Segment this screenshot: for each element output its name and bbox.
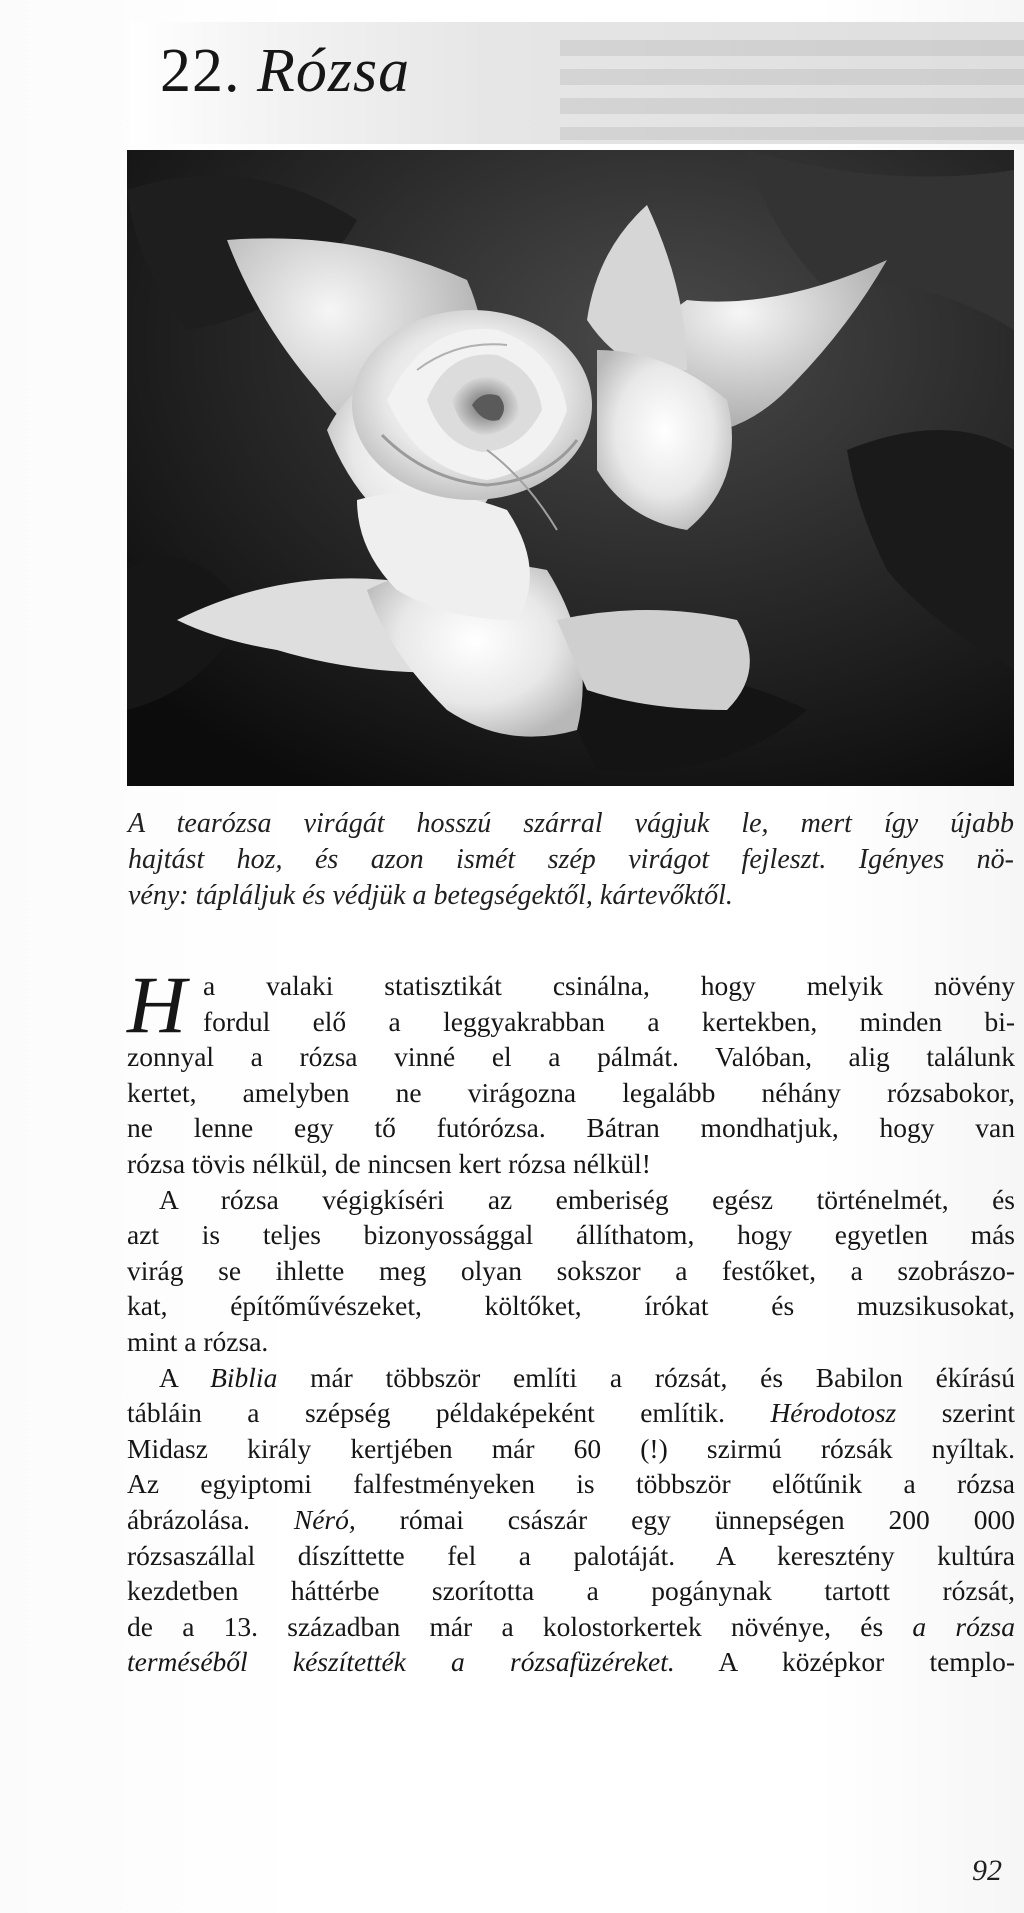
text-run: de a 13. században már a kolostorkertek növénye, és — [127, 1610, 913, 1642]
emphasis-nero: Néró, — [293, 1503, 356, 1535]
text-line — [127, 1502, 1015, 1538]
drop-cap: H — [127, 959, 187, 1050]
caption-line: hajtást hoz, és azon ismét szép virágot fejleszt. Igényes nö- — [128, 844, 1014, 875]
text-line: fordul elő a leggyakrabban a kertekben, minden bi- — [203, 1005, 1015, 1037]
text-line — [127, 1609, 1015, 1645]
rose-illustration — [127, 150, 1014, 786]
text-run: már többször említi a rózsát, és Babilon ékírású — [277, 1361, 1016, 1393]
body-text — [127, 959, 1016, 1680]
text-line — [127, 1395, 1015, 1431]
text-line — [127, 1644, 1015, 1680]
text-line: Midasz király kertjében már 60 (!) szirmú rózsák nyíltak. — [127, 1432, 1015, 1464]
emphasis-rozsa: a rózsa — [912, 1610, 1015, 1642]
photo-caption — [128, 806, 1014, 914]
text-line: kezdetben háttérbe szorította a pogánynak tartott rózsát, — [127, 1575, 1015, 1607]
chapter-title — [160, 37, 411, 105]
text-line: A rózsa végigkíséri az emberiség egész történelmét, és — [159, 1183, 1015, 1215]
page-number: 92 — [972, 1854, 1002, 1887]
text-line: Az egyiptomi falfestményeken is többször előtűnik a rózsa — [127, 1468, 1015, 1500]
text-line: kat, építőművészeket, költőket, írókat és muzsikusokat, — [127, 1290, 1015, 1322]
emphasis-rozsafuzerek: terméséből készítették a rózsafüzéreket. — [127, 1646, 675, 1678]
chapter-name: Rózsa — [257, 37, 411, 105]
text-line: mint a rózsa. — [127, 1325, 269, 1357]
text-run: A középkor templo- — [674, 1646, 1015, 1678]
text-line — [127, 1360, 1015, 1396]
text-line: rózsa tövis nélkül, de nincsen kert rózsa nélkül! — [127, 1147, 651, 1179]
text-line: virág se ihlette meg olyan sokszor a festőket, a szobrászo- — [127, 1254, 1015, 1286]
chapter-number: 22. — [160, 37, 241, 105]
bleed-through-text — [560, 40, 1024, 140]
paragraph — [127, 1360, 1015, 1680]
paragraph — [127, 1182, 1015, 1360]
text-line: ne lenne egy tő futórózsa. Bátran mondhatjuk, hogy van — [127, 1112, 1015, 1144]
text-line: a valaki statisztikát csinálna, hogy melyik növény — [203, 970, 1015, 1001]
text-line: rózsaszállal díszíttette fel a palotáját. A keresztény kultúra — [127, 1539, 1015, 1571]
text-run: római császár egy ünnepségen 200 000 — [355, 1503, 1015, 1535]
emphasis-biblia: Biblia — [210, 1361, 278, 1393]
emphasis-herodotosz: Hérodotosz — [770, 1397, 897, 1429]
caption-line: vény: tápláljuk és védjük a betegségektől, kártevőktől. — [128, 880, 733, 911]
paragraph — [127, 959, 1015, 1182]
text-line: zonnyal a rózsa vinné el a pálmát. Valóban, alig találunk — [127, 1041, 1015, 1073]
rose-photo — [127, 150, 1014, 786]
text-run: tábláin a szépség példaképeként említik. — [127, 1397, 771, 1429]
text-run: A — [159, 1361, 211, 1393]
caption-line: A tearózsa virágát hosszú szárral vágjuk le, mert így újabb — [128, 808, 1014, 839]
text-run: szerint — [896, 1397, 1015, 1429]
text-line: azt is teljes bizonyossággal állíthatom, hogy egyetlen más — [127, 1219, 1015, 1251]
text-run: ábrázolása. — [127, 1503, 294, 1535]
text-line: kertet, amelyben ne virágozna legalább néhány rózsabokor, — [127, 1076, 1015, 1108]
